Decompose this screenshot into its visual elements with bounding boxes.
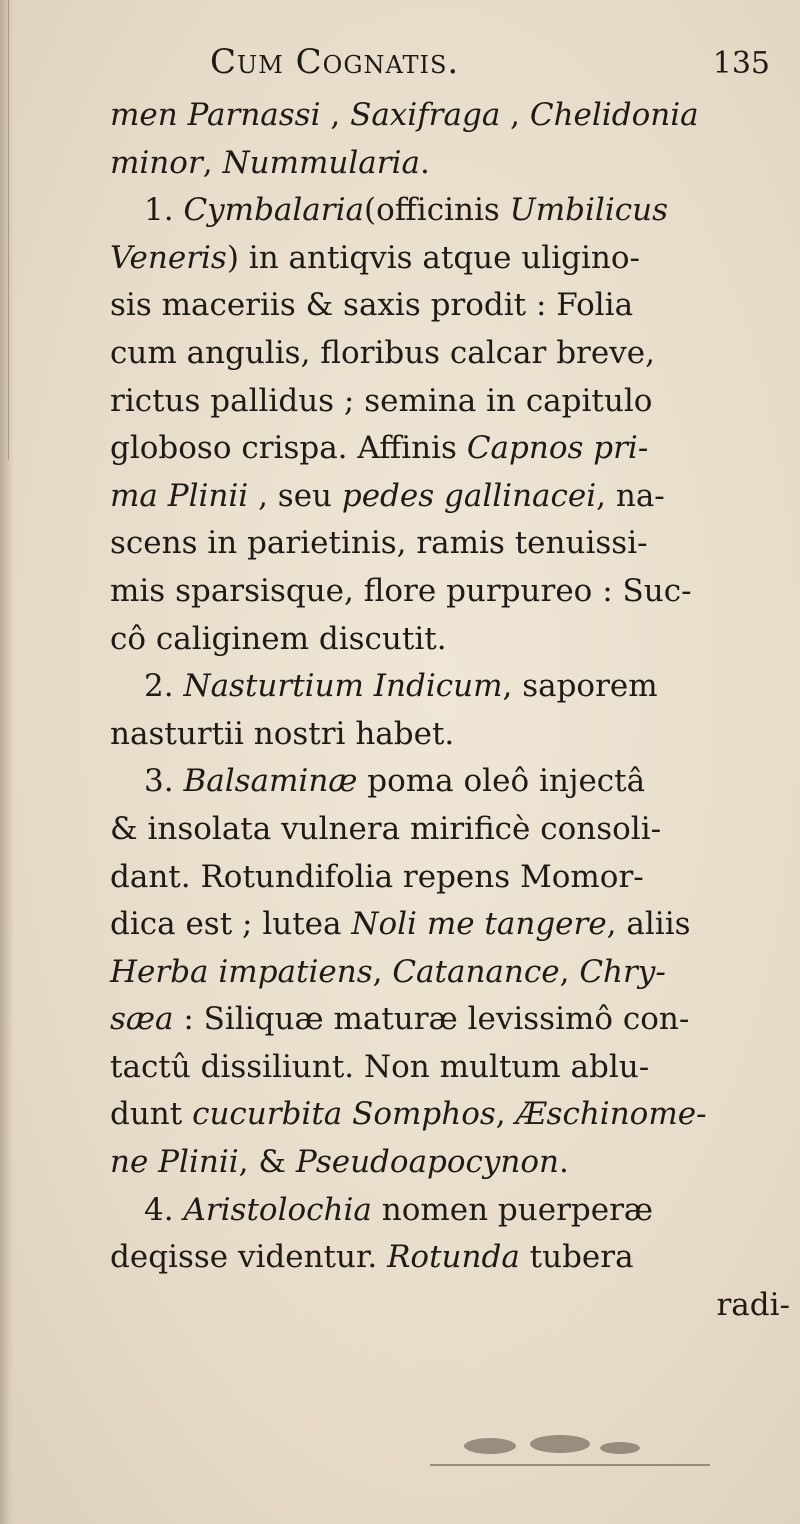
roman-text: scens in parietinis, ramis tenuissi- [110,525,648,562]
text-line [110,663,790,711]
roman-text: , [495,1096,516,1133]
roman-text: cum angulis, floribus calcar breve, [110,334,655,371]
roman-text: tactû dissiliunt. Non multum ablu- [110,1048,650,1085]
italic-text: cucurbita Somphos [192,1096,496,1133]
text-line [110,568,790,616]
italic-text: men Parnassi [110,97,321,133]
italic-text: Capnos pri- [466,430,649,467]
roman-text: sis maceriis & saxis prodit : Folia [110,287,634,324]
text-line [110,520,790,568]
italic-text: Umbilicus [509,192,668,229]
italic-text: Pseudoapocynon [295,1144,560,1181]
italic-text: ma Plinii [110,477,249,514]
roman-text: dica est ; lutea [110,906,352,943]
italic-text: Rotunda [387,1239,520,1276]
roman-text: deqisse videntur. [110,1239,388,1276]
text-line [110,187,790,235]
text-line [110,92,790,140]
text-line [110,425,790,473]
text-line [110,1139,790,1187]
text-line [110,140,790,188]
page-number: 135 [712,46,770,81]
roman-text: dant. Rotundifolia repens Momor- [110,858,644,895]
italic-text: minor [110,144,203,181]
italic-text: Veneris [110,239,227,276]
text-line [110,1234,790,1282]
italic-text: Noli me tangere [351,906,607,943]
italic-text: sæa [110,1001,174,1038]
gutter-rule [8,0,9,460]
roman-text: , [202,144,223,181]
roman-text: tubera [519,1239,634,1276]
text-line [110,1044,790,1092]
text-line [110,330,790,378]
roman-text: . [559,1144,569,1181]
italic-text: Æschinome- [515,1096,707,1133]
roman-text: globoso crispa. Affinis [110,430,467,467]
text-line [110,758,790,806]
roman-text: , [500,97,530,133]
text-line [110,1187,790,1235]
roman-text: : Siliquæ maturæ levissimô con- [173,1001,690,1038]
text-line [110,996,790,1044]
body-text [110,92,790,1329]
text-line [110,806,790,854]
italic-text: Chry- [579,953,666,990]
roman-text: , [320,97,351,133]
roman-text: nasturtii nostri habet. [110,715,455,752]
text-line [110,854,790,902]
roman-text: (officinis [364,192,510,229]
italic-text: Nasturtium Indicum [183,668,503,705]
roman-text: 2. [144,668,184,705]
italic-text: Aristolochia [183,1191,372,1228]
text-line [110,901,790,949]
roman-text: radi- [716,1286,790,1323]
italic-text: Cymbalaria [183,192,365,229]
roman-text: , aliis [606,906,691,943]
running-head: Cum Cognatis. [210,42,460,82]
roman-text: cô caliginem discutit. [110,620,447,657]
italic-text: Chelidonia [529,97,699,133]
roman-text: & insolata vulnera mirificè consoli- [110,810,662,847]
text-line [110,949,790,997]
roman-text: poma oleô injectâ [357,763,646,800]
roman-text: 1. [144,192,184,229]
roman-text: 4. [144,1191,184,1228]
text-line [110,473,790,521]
roman-text: 3. [144,763,184,800]
printer-ornament [420,1424,720,1484]
roman-text: ) in antiqvis atque uligino- [226,239,640,276]
text-line [110,711,790,759]
roman-text: , & [238,1144,296,1181]
page-gutter [0,0,14,1524]
italic-text: ne Plinii [110,1144,239,1181]
text-line [110,282,790,330]
italic-text: Balsaminæ [183,763,358,800]
roman-text: , [372,953,393,990]
text-line [110,616,790,664]
italic-text: Nummularia [222,144,420,181]
roman-text: , [559,953,580,990]
roman-text: , na- [596,477,665,514]
roman-text: mis sparsisque, flore purpureo : Suc- [110,572,692,609]
italic-text: pedes gallinacei [341,477,597,514]
roman-text: , seu [248,477,342,514]
text-line [110,378,790,426]
roman-text: . [419,144,430,181]
italic-text: Saxifraga [350,97,501,133]
text-line [110,1282,790,1330]
text-line [110,1091,790,1139]
roman-text: nomen puerperæ [371,1191,654,1228]
italic-text: Catanance [392,953,560,990]
italic-text: Herba impatiens [110,953,373,990]
text-line [110,235,790,283]
roman-text: , saporem [502,668,658,705]
roman-text: rictus pallidus ; semina in capitulo [110,382,653,419]
page-header [210,42,770,92]
roman-text: dunt [110,1096,193,1133]
